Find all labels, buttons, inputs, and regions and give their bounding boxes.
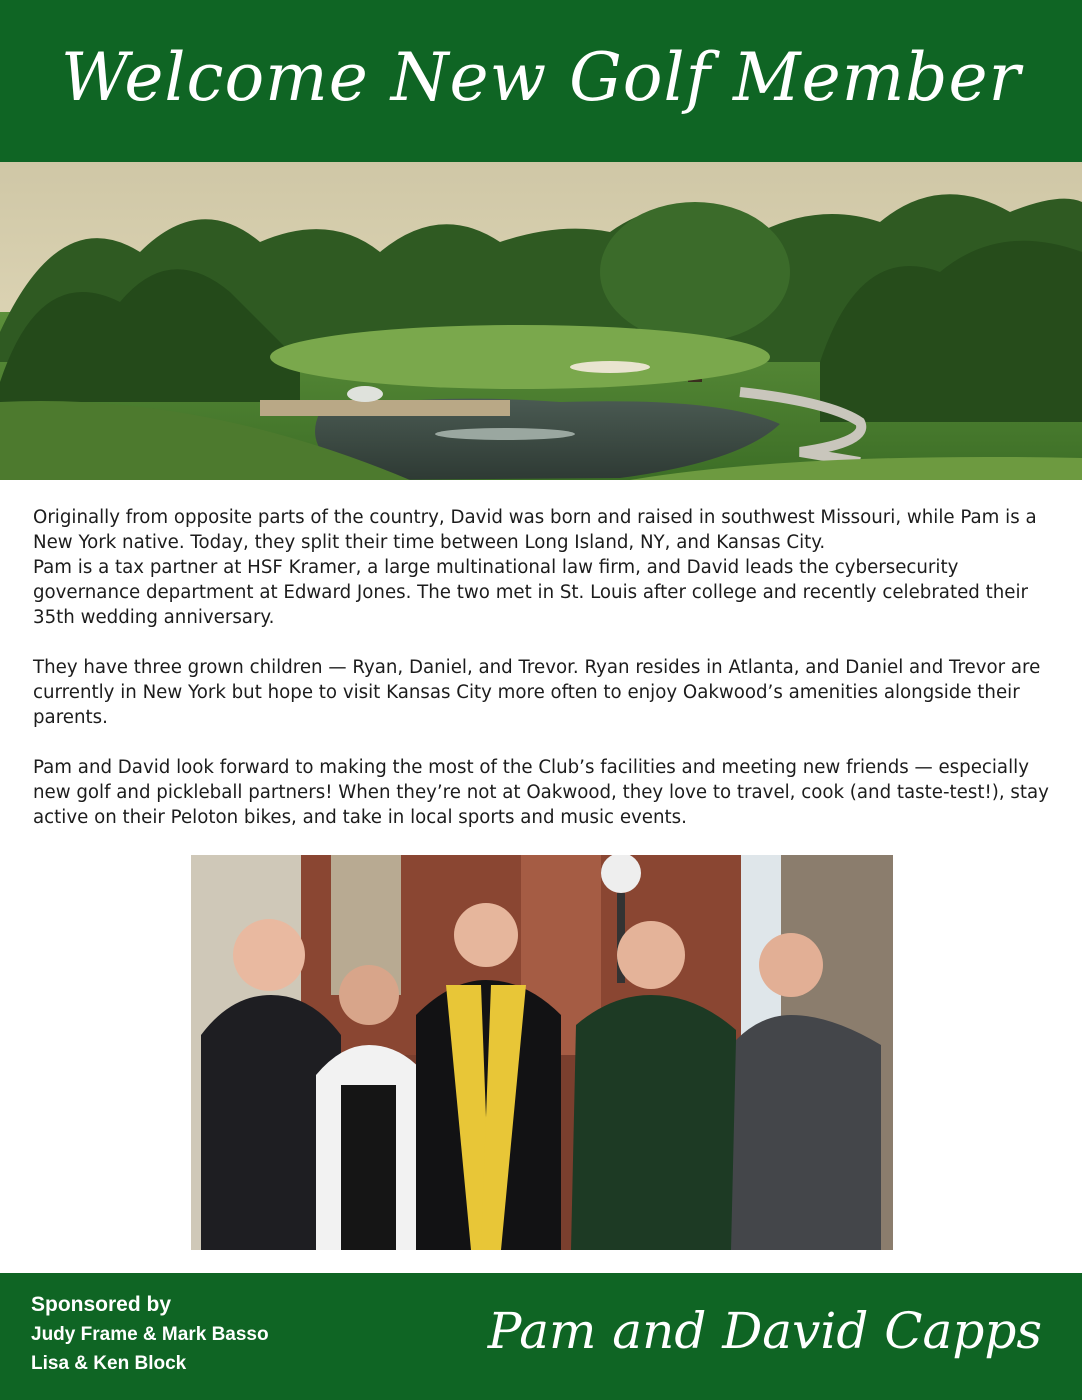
- hero-golf-course-image: [0, 162, 1082, 480]
- sponsor-name: Lisa & Ken Block: [31, 1353, 187, 1374]
- family-group-photo: [191, 855, 893, 1250]
- article-paragraph: Originally from opposite parts of the country, David was born and raised in southwest Missouri, while Pam is a New York native. Today, they split their time between Long Island, NY, and Kansas City.: [33, 507, 1037, 553]
- article-paragraph: Pam and David look forward to making the most of the Club’s facilities and meeting new friends — especially new golf and pickleball partners! When they’re not at Oakwood, they love to travel, cook (and taste-test!), stay active on their Peloton bikes, and take in local sports and music events.: [33, 757, 1049, 828]
- sponsor-name: Judy Frame & Mark Basso: [31, 1324, 269, 1345]
- golf-course-illustration: [0, 162, 1082, 480]
- member-name: Pam and David Capps: [487, 1302, 1042, 1360]
- family-photo-illustration: [191, 855, 893, 1250]
- article-body: [33, 505, 1053, 855]
- page-title: Welcome New Golf Member: [60, 38, 1022, 116]
- sponsor-block: [31, 1290, 269, 1378]
- sponsor-heading: Sponsored by: [31, 1293, 172, 1316]
- header-banner: [0, 0, 1082, 162]
- article-paragraph: Pam is a tax partner at HSF Kramer, a large multinational law firm, and David leads the cybersecurity governance department at Edward Jones. The two met in St. Louis after college and recently celebrated their 35th wedding anniversary.: [33, 557, 1028, 628]
- article-paragraph: They have three grown children — Ryan, Daniel, and Trevor. Ryan resides in Atlanta, and Daniel and Trevor are currently in New York but hope to visit Kansas City more often to enjoy Oakwood’s amenities alongside their parents.: [33, 657, 1041, 728]
